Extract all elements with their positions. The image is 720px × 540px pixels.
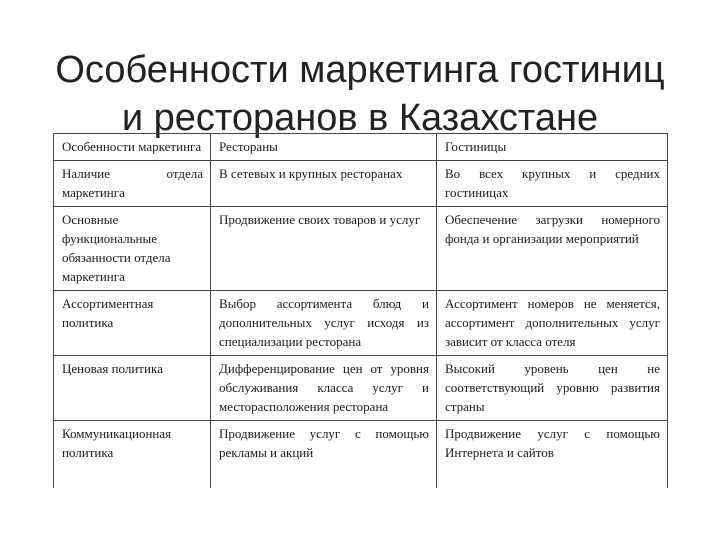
table-row (54, 207, 668, 291)
hotels-cell: Во всех крупных и средних гостиницах (437, 161, 668, 207)
hotels-cell: Высокий уровень цен не соответствующий уровню развития страны (437, 356, 668, 421)
slide-title-line-1: Особенности маркетинга гостиниц (55, 49, 665, 91)
header-cell-hotels: Гостиницы (437, 134, 668, 161)
hotels-cell: Обеспечение загрузки номерного фонда и организации мероприятий (437, 207, 668, 291)
row-label: Ассортиментная политика (54, 291, 211, 356)
table-row (54, 356, 668, 421)
table-row (54, 161, 668, 207)
restaurants-cell: В сетевых и крупных ресторанах (211, 161, 437, 207)
table-header-row (54, 134, 668, 161)
table-row (54, 291, 668, 356)
hotels-cell: Ассортимент номеров не меняется, ассортимент дополнительных услуг зависит от класса отеля (437, 291, 668, 356)
restaurants-cell: Дифференцирование цен от уровня обслуживания класса услуг и месторасположения ресторана (211, 356, 437, 421)
hotels-cell: Продвижение услуг с помощью Интернета и сайтов (437, 421, 668, 489)
row-label: Основные функциональные обязанности отдела маркетинга (54, 207, 211, 291)
row-label: Коммуникационная политика (54, 421, 211, 489)
table-row (54, 421, 668, 489)
header-cell-features: Особенности маркетинга (54, 134, 211, 161)
slide-title (0, 46, 720, 142)
header-cell-restaurants: Рестораны (211, 134, 437, 161)
restaurants-cell: Выбор ассортимента блюд и дополнительных услуг исходя из специализации ресторана (211, 291, 437, 356)
restaurants-cell: Продвижение услуг с помощью рекламы и акций (211, 421, 437, 489)
comparison-table (53, 133, 668, 488)
row-label: Ценовая политика (54, 356, 211, 421)
row-label: Наличие отдела маркетинга (54, 161, 211, 207)
restaurants-cell: Продвижение своих товаров и услуг (211, 207, 437, 291)
slide-title-line-2: и ресторанов в Казахстане (121, 97, 599, 139)
